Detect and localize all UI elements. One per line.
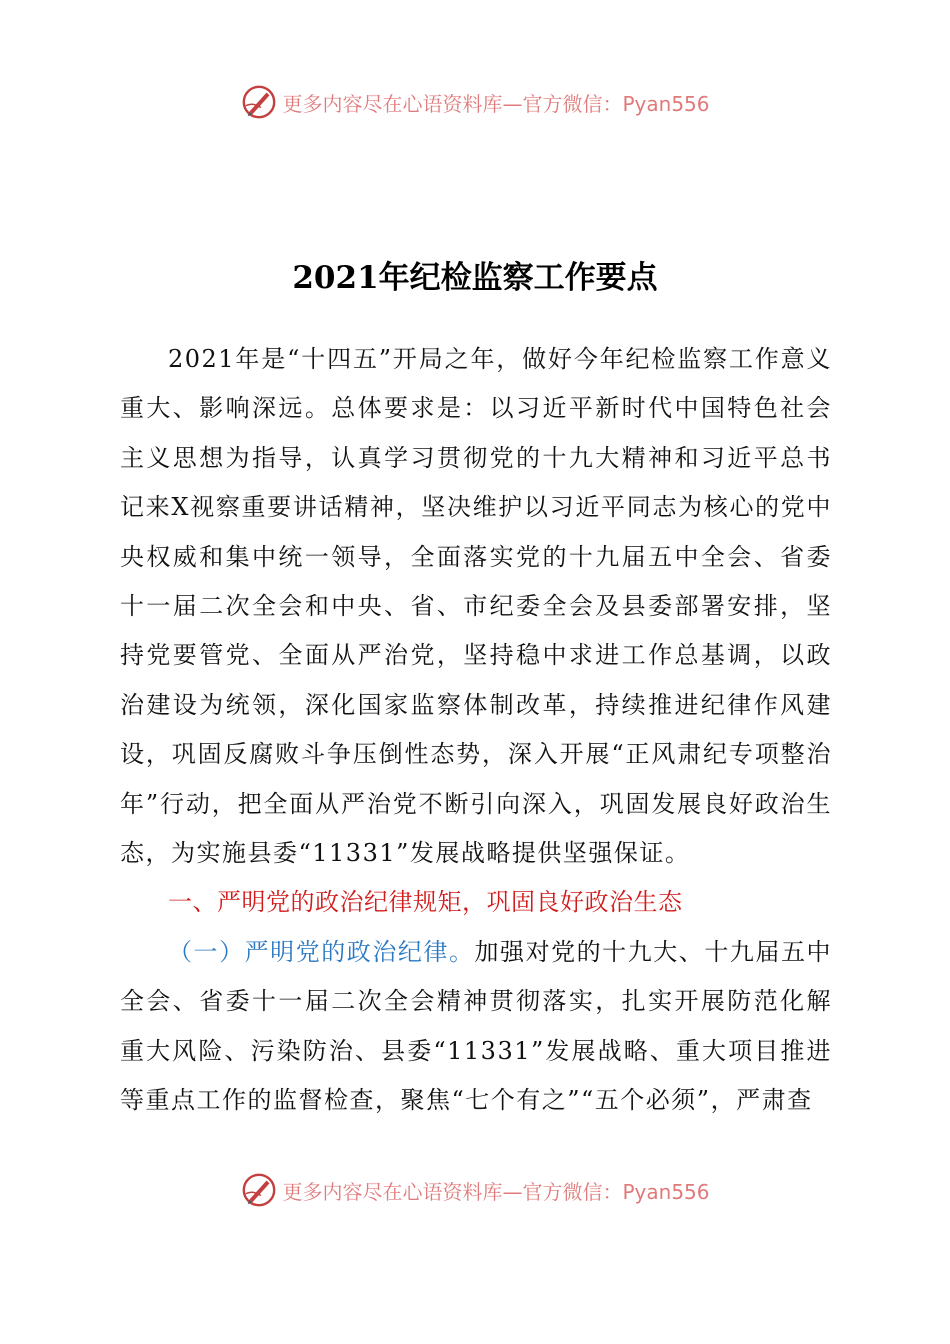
intro-paragraph: 2021年是“十四五”开局之年，做好今年纪检监察工作意义重大、影响深远。总体要求是：以习近平新时代中国特色社会主义思想为指导，认真学习贯彻党的十九大精神和习近平总书记来X视察重要讲话精神，坚决维护以习近平同志为核心的党中央权威和集中统一领导，全面落实党的十九届五中全会、省委十一届二次全会和中央、省、市纪委全会及县委部署安排，坚持党要管党、全面从严治党，坚持稳中求进工作总基调，以政治建设为统领，深化国家监察体制改革，持续推进纪律作风建设，巩固反腐败斗争压倒性态势，深入开展“正风肃纪专项整治年”行动，把全面从严治党不断引向深入，巩固发展良好政治生态，为实施县委“11331”发展战略提供坚强保证。 xyxy=(120,345,832,868)
header-banner-text: 更多内容尽在心语资料库—官方微信：Pyan556 xyxy=(282,91,710,116)
footer-banner-text: 更多内容尽在心语资料库—官方微信：Pyan556 xyxy=(282,1179,710,1204)
subsection-paragraph xyxy=(120,928,832,1126)
subsection-text: 加强对党的十九大、十九届五中全会、省委十一届二次全会精神贯彻落实，扎实开展防范化解重大风险、污染防治、县委“11331”发展战略、重大项目推进等重点工作的监督检查，聚焦“七个有之”“五个必须”，严肃查 xyxy=(120,937,833,1115)
document-title: 2021年纪检监察工作要点 xyxy=(292,260,658,296)
header-banner xyxy=(0,82,950,122)
footer-banner-brand: Pyan556 xyxy=(622,1179,710,1204)
pen-seal-icon xyxy=(240,83,278,121)
section-heading: 一、严明党的政治纪律规矩，巩固良好政治生态 xyxy=(168,888,683,917)
document-body xyxy=(120,335,832,1126)
subsection-heading: （一）严明党的政治纪律。 xyxy=(168,937,475,966)
footer-banner xyxy=(0,1170,950,1210)
pen-seal-icon xyxy=(240,1171,278,1209)
header-banner-brand: Pyan556 xyxy=(622,91,710,116)
